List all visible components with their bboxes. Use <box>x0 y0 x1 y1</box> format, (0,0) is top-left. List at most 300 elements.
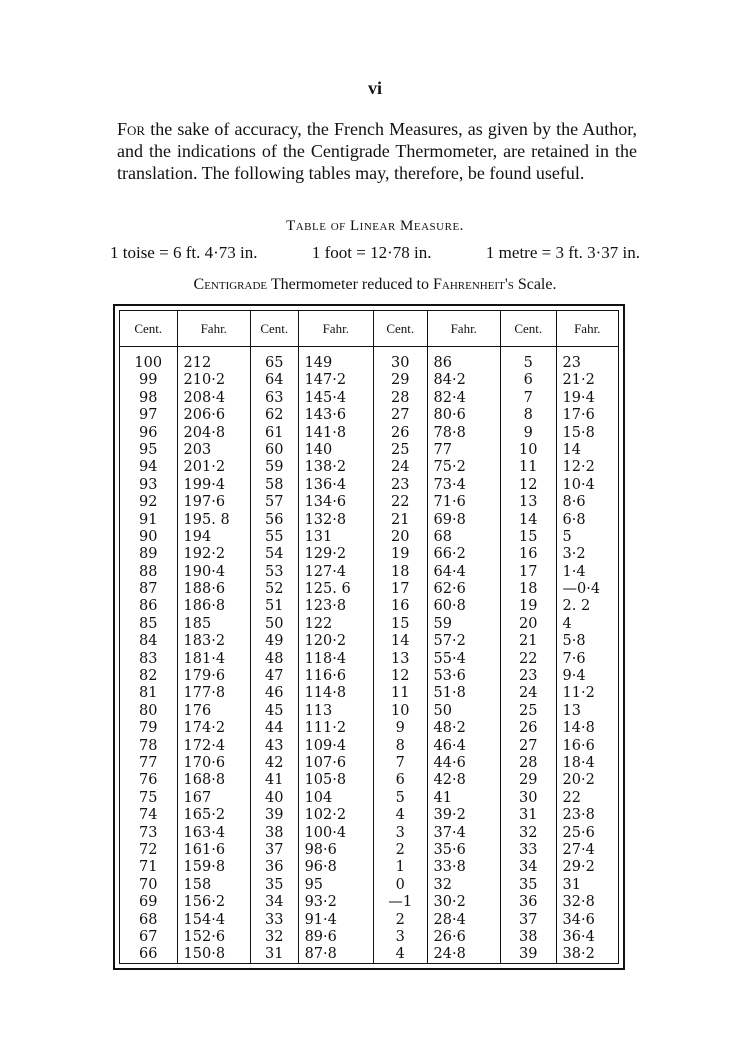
table-cell: 194 <box>183 528 212 545</box>
table-cell: 19·4 <box>562 389 595 406</box>
table-cell: 10 <box>519 441 538 458</box>
table-cell: 85 <box>139 615 158 632</box>
table-cell: 75·2 <box>433 459 466 476</box>
table-cell: 71 <box>139 859 158 876</box>
table-cell: 99 <box>139 372 158 389</box>
table-cell: 61 <box>265 424 284 441</box>
table-cell: 59 <box>265 459 284 476</box>
table-cell: 208·4 <box>183 389 226 406</box>
table-cell: —1 <box>388 894 413 911</box>
intro-text: the sake of accuracy, the French Measures, as given by the Author, and the indications of the Centigrade Thermometer, are retained in the translation. The following tables may, therefore, be found useful. <box>117 119 637 183</box>
table-cell: 33 <box>265 911 284 928</box>
table-cell: 37 <box>519 911 538 928</box>
table-cell: 104 <box>304 789 333 806</box>
table-cell: 38·2 <box>562 946 595 963</box>
table-cell: 34 <box>265 894 284 911</box>
table-cell: 16 <box>391 598 410 615</box>
table-cell: 118·4 <box>304 650 347 667</box>
table-cell: 62·6 <box>433 581 466 598</box>
table-cell: 78 <box>139 737 158 754</box>
table-cell: 7 <box>523 389 533 406</box>
table-cell: 77 <box>433 441 452 458</box>
table-cell: 140 <box>304 441 333 458</box>
table-cell: 22 <box>391 494 410 511</box>
table-cell: 13 <box>391 650 410 667</box>
table-cell: 75 <box>139 789 158 806</box>
col-fahr-1 <box>178 347 251 963</box>
table-cell: 94 <box>139 459 158 476</box>
table-cell: 18 <box>391 563 410 580</box>
table-cell: 123·8 <box>304 598 347 615</box>
table-cell: 51·8 <box>433 685 466 702</box>
table-cell: 16·6 <box>562 737 595 754</box>
table-cell: 31 <box>265 946 284 963</box>
table-cell: 176 <box>183 702 212 719</box>
table-cell: 20 <box>391 528 410 545</box>
table-cell: 96·8 <box>304 859 337 876</box>
table-cell: 34 <box>519 859 538 876</box>
table-cell: 210·2 <box>183 372 226 389</box>
table-cell: 70 <box>139 876 158 893</box>
table-cell: 120·2 <box>304 633 347 650</box>
table-cell: 53·6 <box>433 668 466 685</box>
table-cell: 35·6 <box>433 841 466 858</box>
table-cell: 188·6 <box>183 581 226 598</box>
table-cell: 34·6 <box>562 911 595 928</box>
table-cell: 15·8 <box>562 424 595 441</box>
table-cell: 18 <box>519 581 538 598</box>
table-cell: 63 <box>265 389 284 406</box>
table-cell: 5 <box>523 355 533 371</box>
table-cell: 44·6 <box>433 754 466 771</box>
table-cell: 90 <box>139 528 158 545</box>
table-cell: 37·4 <box>433 824 466 841</box>
table-cell: 161·6 <box>183 841 226 858</box>
table-cell: 83 <box>139 650 158 667</box>
table-cell: 50 <box>433 702 452 719</box>
table-cell: 10·4 <box>562 476 595 493</box>
table-cell: 33·8 <box>433 859 466 876</box>
table-cell: 36 <box>265 859 284 876</box>
table-cell: 41 <box>265 772 284 789</box>
table-cell: 91·4 <box>304 911 337 928</box>
table-cell: 102·2 <box>304 807 347 824</box>
table-cell: 204·8 <box>183 424 226 441</box>
table-cell: 6 <box>523 372 533 389</box>
table-cell: 48·2 <box>433 720 466 737</box>
table-cell: 27 <box>391 407 410 424</box>
conversion-table-inner <box>119 310 619 964</box>
table-cell: 20 <box>519 615 538 632</box>
table-cell: 181·4 <box>183 650 226 667</box>
page-number: vi <box>367 78 382 98</box>
table-cell: 8·6 <box>562 494 586 511</box>
table-cell: 67 <box>139 928 158 945</box>
table-cell: 192·2 <box>183 546 226 563</box>
table-cell: 42 <box>265 754 284 771</box>
table-cell: 82 <box>139 668 158 685</box>
table-cell: 57·2 <box>433 633 466 650</box>
table-cell: 29 <box>391 372 410 389</box>
table-cell: 95 <box>139 441 158 458</box>
table-cell: 12·2 <box>562 459 595 476</box>
table-cell: 55 <box>265 528 284 545</box>
table-cell: 141·8 <box>304 424 347 441</box>
table-cell: 24 <box>391 459 410 476</box>
table-cell: 26 <box>391 424 410 441</box>
table-cell: 27·4 <box>562 841 595 858</box>
table-cell: 28 <box>391 389 410 406</box>
table-cell: 2 <box>395 841 405 858</box>
table-cell: 55·4 <box>433 650 466 667</box>
col-cent-2 <box>251 347 299 963</box>
table-cell: 111·2 <box>304 720 347 737</box>
table-cell: 26·6 <box>433 928 466 945</box>
table-cell: 77 <box>139 754 158 771</box>
table-cell: 91 <box>139 511 158 528</box>
table-cell: 65 <box>265 355 284 371</box>
table-cell: 38 <box>265 824 284 841</box>
table-cell: 17 <box>391 581 410 598</box>
table-cell: 150·8 <box>183 946 226 963</box>
table-cell: 89 <box>139 546 158 563</box>
table-cell: 92 <box>139 494 158 511</box>
table-cell: 68 <box>433 528 452 545</box>
table-cell: 46 <box>265 685 284 702</box>
table-cell: 23 <box>519 668 538 685</box>
measure-toise: 1 toise = 6 ft. 4·73 in. <box>110 243 258 262</box>
table-cell: 32 <box>433 876 452 893</box>
table-cell: 170·6 <box>183 754 226 771</box>
table-cell: 35 <box>265 876 284 893</box>
table-cell: 81 <box>139 685 158 702</box>
table-cell: 40 <box>265 789 284 806</box>
table-cell: 30·2 <box>433 894 466 911</box>
conversion-table <box>113 304 625 970</box>
table-cell: 177·8 <box>183 685 226 702</box>
table-cell: 89·6 <box>304 928 337 945</box>
table-cell: 87·8 <box>304 946 337 963</box>
header-fahr-4: Fahr. <box>574 320 601 336</box>
table-cell: 66·2 <box>433 546 466 563</box>
table-cell: 23 <box>391 476 410 493</box>
table-cell: 168·8 <box>183 772 226 789</box>
table-cell: 6·8 <box>562 511 586 528</box>
table-cell: 62 <box>265 407 284 424</box>
table-cell: 13 <box>562 702 581 719</box>
table-cell: 52 <box>265 581 284 598</box>
table-cell: 105·8 <box>304 772 347 789</box>
table-cell: 11 <box>391 685 410 702</box>
table-cell: 88 <box>139 563 158 580</box>
table-cell: 82·4 <box>433 389 466 406</box>
measure-metre: 1 metre = 3 ft. 3·37 in. <box>485 243 640 262</box>
table-cell: 152·6 <box>183 928 226 945</box>
table-cell: 21·2 <box>562 372 595 389</box>
table-cell: 183·2 <box>183 633 226 650</box>
table-cell: 131 <box>304 528 333 545</box>
table-cell: 36 <box>519 894 538 911</box>
col-cent-1 <box>120 347 178 963</box>
table-cell: 28·4 <box>433 911 466 928</box>
table-cell: 143·6 <box>304 407 347 424</box>
table-cell: 30 <box>391 355 410 371</box>
table-cell: 2. 2 <box>562 598 591 615</box>
table-cell: 32 <box>519 824 538 841</box>
header-fahr-1: Fahr. <box>178 311 251 346</box>
table-cell: 14·8 <box>562 720 595 737</box>
table-cell: 66 <box>139 946 158 963</box>
table-cell: 64·4 <box>433 563 466 580</box>
table-cell: 134·6 <box>304 494 347 511</box>
table-cell: 50 <box>265 615 284 632</box>
table-cell: 39·2 <box>433 807 466 824</box>
table-cell: 172·4 <box>183 737 226 754</box>
table-cell: 195. 8 <box>183 511 230 528</box>
table-cell: 23·8 <box>562 807 595 824</box>
table-cell: 19 <box>519 598 538 615</box>
table-cell: 167 <box>183 789 212 806</box>
table-cell: 69 <box>139 894 158 911</box>
table-cell: 116·6 <box>304 668 347 685</box>
table-cell: 158 <box>183 876 212 893</box>
table-cell: 10 <box>391 702 410 719</box>
header-fahr-2: Fahr. <box>299 311 374 346</box>
table-cell: 25·6 <box>562 824 595 841</box>
table-cell: 3 <box>395 928 405 945</box>
table-cell: 1 <box>395 859 405 876</box>
table-cell: 179·6 <box>183 668 226 685</box>
linear-measure-title: Table of Linear Measure. <box>286 218 464 234</box>
header-cent-3: Cent. <box>374 311 428 346</box>
table-cell: 84 <box>139 633 158 650</box>
table-header-row <box>120 311 618 347</box>
table-cell: 23 <box>562 355 581 371</box>
title-middle: Thermometer reduced to <box>267 276 433 293</box>
table-cell: 80·6 <box>433 407 466 424</box>
table-cell: —0·4 <box>562 581 601 598</box>
table-cell: 138·2 <box>304 459 347 476</box>
table-cell: 53 <box>265 563 284 580</box>
table-cell: 31 <box>562 876 581 893</box>
table-cell: 49 <box>265 633 284 650</box>
col-cent-4 <box>501 347 557 963</box>
table-cell: 95 <box>304 876 324 893</box>
table-cell: 25 <box>391 441 410 458</box>
table-cell: 17·6 <box>562 407 595 424</box>
table-cell: 145·4 <box>304 389 347 406</box>
table-cell: 16 <box>519 546 538 563</box>
table-cell: 5 <box>562 528 572 545</box>
table-cell: 127·4 <box>304 563 347 580</box>
table-cell: 39 <box>519 946 538 963</box>
table-cell: 51 <box>265 598 284 615</box>
table-cell: 35 <box>519 876 538 893</box>
table-cell: 78·8 <box>433 424 466 441</box>
table-cell: 7·6 <box>562 650 586 667</box>
col-cent-3 <box>374 347 428 963</box>
table-cell: 68 <box>139 911 158 928</box>
table-cell: 57 <box>265 494 284 511</box>
table-cell: 58 <box>265 476 284 493</box>
table-cell: 212 <box>183 355 212 371</box>
table-body <box>120 347 618 963</box>
table-cell: 165·2 <box>183 807 226 824</box>
table-cell: 9 <box>523 424 533 441</box>
table-cell: 12 <box>519 476 538 493</box>
table-cell: 8 <box>523 407 533 424</box>
table-cell: 4 <box>562 615 572 632</box>
table-cell: 125. 6 <box>304 581 351 598</box>
measure-foot: 1 foot = 12·78 in. <box>311 243 432 262</box>
table-cell: 6 <box>395 772 405 789</box>
table-cell: 20·2 <box>562 772 595 789</box>
title-centigrade: Centigrade <box>193 276 268 293</box>
table-cell: 149 <box>304 355 333 371</box>
table-cell: 29 <box>519 772 538 789</box>
table-cell: 21 <box>391 511 410 528</box>
table-cell: 18·4 <box>562 754 595 771</box>
table-cell: 1·4 <box>562 563 586 580</box>
table-cell: 79 <box>139 720 158 737</box>
table-cell: 97 <box>139 407 158 424</box>
table-cell: 100 <box>134 355 163 371</box>
linear-measures <box>110 243 640 263</box>
table-cell: 46·4 <box>433 737 466 754</box>
table-cell: 31 <box>519 807 538 824</box>
table-cell: 15 <box>391 615 410 632</box>
table-cell: 14 <box>391 633 410 650</box>
table-cell: 60 <box>265 441 284 458</box>
table-cell: 9 <box>395 720 405 737</box>
table-cell: 37 <box>265 841 284 858</box>
table-cell: 73·4 <box>433 476 466 493</box>
table-cell: 22 <box>519 650 538 667</box>
header-cent-1: Cent. <box>120 311 178 346</box>
table-cell: 84·2 <box>433 372 466 389</box>
table-cell: 33 <box>519 841 538 858</box>
table-cell: 203 <box>183 441 212 458</box>
table-cell: 25 <box>519 702 538 719</box>
table-cell: 129·2 <box>304 546 347 563</box>
table-cell: 114·8 <box>304 685 347 702</box>
table-cell: 113 <box>304 702 333 719</box>
table-cell: 26 <box>519 720 538 737</box>
table-cell: 3 <box>395 824 405 841</box>
table-cell: 201·2 <box>183 459 226 476</box>
table-cell: 54 <box>265 546 284 563</box>
table-cell: 11 <box>519 459 538 476</box>
table-cell: 186·8 <box>183 598 226 615</box>
table-cell: 45 <box>265 702 284 719</box>
table-cell: 69·8 <box>433 511 466 528</box>
table-cell: 98 <box>139 389 158 406</box>
table-cell: 9·4 <box>562 668 586 685</box>
table-cell: 39 <box>265 807 284 824</box>
table-cell: 13 <box>519 494 538 511</box>
table-cell: 64 <box>265 372 284 389</box>
table-cell: 3·2 <box>562 546 586 563</box>
table-cell: 86 <box>433 355 452 371</box>
table-cell: 86 <box>139 598 158 615</box>
table-cell: 12 <box>391 668 410 685</box>
table-cell: 122 <box>304 615 333 632</box>
table-cell: 32·8 <box>562 894 595 911</box>
table-cell: 100·4 <box>304 824 347 841</box>
table-cell: 0 <box>395 876 405 893</box>
table-cell: 4 <box>395 807 405 824</box>
table-cell: 21 <box>519 633 538 650</box>
table-cell: 80 <box>139 702 158 719</box>
table-cell: 136·4 <box>304 476 347 493</box>
table-cell: 147·2 <box>304 372 347 389</box>
table-cell: 11·2 <box>562 685 595 702</box>
table-cell: 154·4 <box>183 911 226 928</box>
header-cent-2: Cent. <box>251 311 299 346</box>
table-cell: 87 <box>139 581 158 598</box>
table-cell: 96 <box>139 424 158 441</box>
table-cell: 59 <box>433 615 452 632</box>
thermometer-table-title <box>0 276 750 294</box>
table-cell: 163·4 <box>183 824 226 841</box>
table-cell: 30 <box>519 789 538 806</box>
table-cell: 197·6 <box>183 494 226 511</box>
table-cell: 14 <box>519 511 538 528</box>
table-cell: 74 <box>139 807 158 824</box>
table-cell: 47 <box>265 668 284 685</box>
table-cell: 8 <box>395 737 405 754</box>
table-cell: 93·2 <box>304 894 337 911</box>
table-cell: 206·6 <box>183 407 226 424</box>
table-cell: 185 <box>183 615 212 632</box>
table-cell: 132·8 <box>304 511 347 528</box>
title-end: Scale. <box>513 276 557 293</box>
table-cell: 76 <box>139 772 158 789</box>
title-fahrenheit: Fahrenheit's <box>432 276 514 293</box>
table-cell: 41 <box>433 789 452 806</box>
header-fahr-3: Fahr. <box>428 311 501 346</box>
table-cell: 32 <box>265 928 284 945</box>
table-cell: 174·2 <box>183 720 226 737</box>
table-cell: 17 <box>519 563 538 580</box>
table-cell: 43 <box>265 737 284 754</box>
table-cell: 15 <box>519 528 538 545</box>
table-cell: 5·8 <box>562 633 586 650</box>
col-fahr-2 <box>299 347 374 963</box>
table-cell: 98·6 <box>304 841 337 858</box>
table-cell: 22 <box>562 789 581 806</box>
table-cell: 44 <box>265 720 284 737</box>
table-cell: 4 <box>395 946 405 963</box>
table-cell: 71·6 <box>433 494 466 511</box>
table-cell: 48 <box>265 650 284 667</box>
table-cell: 19 <box>391 546 410 563</box>
intro-lead-word: For <box>117 119 146 139</box>
table-cell: 14 <box>562 441 581 458</box>
table-cell: 36·4 <box>562 928 595 945</box>
table-cell: 156·2 <box>183 894 226 911</box>
table-cell: 73 <box>139 824 158 841</box>
table-cell: 109·4 <box>304 737 347 754</box>
table-cell: 2 <box>395 911 405 928</box>
table-cell: 28 <box>519 754 538 771</box>
table-cell: 7 <box>395 754 405 771</box>
table-cell: 107·6 <box>304 754 347 771</box>
table-cell: 24 <box>519 685 538 702</box>
header-cent-4: Cent. <box>501 311 557 346</box>
col-fahr-3 <box>428 347 501 963</box>
table-cell: 159·8 <box>183 859 226 876</box>
